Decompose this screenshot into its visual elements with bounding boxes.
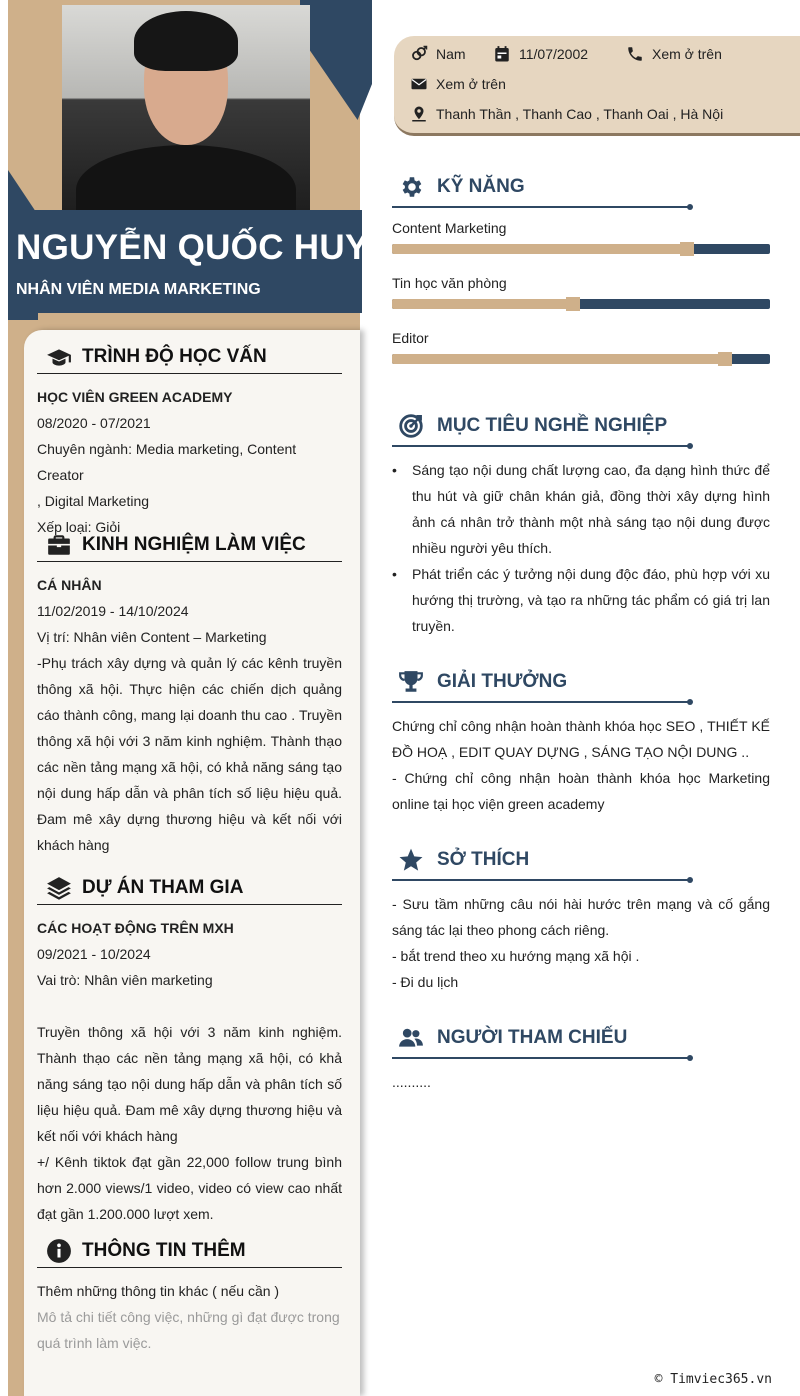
hobby-line-1: - Sưu tầm những câu nói hài hước trên mạng và cố gắng sáng tác lại theo phong cách riêng. xyxy=(392,896,770,938)
section-divider xyxy=(392,206,690,208)
education-header xyxy=(37,340,342,374)
awards-title: GIẢI THƯỞNG xyxy=(437,671,568,692)
references-section xyxy=(392,1021,770,1095)
candidate-name: NGUYỄN QUỐC HUY xyxy=(16,228,369,267)
extra-info-section xyxy=(37,1234,342,1356)
dob-value: 11/07/2002 xyxy=(519,46,589,62)
project-period: 09/2021 - 10/2024 xyxy=(37,946,151,962)
references-title: NGƯỜI THAM CHIẾU xyxy=(437,1027,628,1048)
section-divider xyxy=(392,445,690,447)
list-item: • Sáng tạo nội dung chất lượng cao, đa dạng hình thức để thu hút và giữ chân khán giả, đồng thời xây dựng hình ảnh cá nhân trở thành một nhà sáng tạo nội dung được nhiều người yêu thích. xyxy=(392,457,770,561)
dob-item xyxy=(493,45,588,63)
hobby-line-2: - bắt trend theo xu hướng mạng xã hội . xyxy=(392,948,640,964)
star-icon xyxy=(398,847,424,873)
skills-header xyxy=(392,170,770,204)
extra-info-title: THÔNG TIN THÊM xyxy=(82,1239,246,1261)
skill-item xyxy=(392,275,770,318)
awards-section xyxy=(392,665,770,817)
experience-title: KINH NGHIỆM LÀM VIỆC xyxy=(82,533,306,555)
users-icon xyxy=(398,1025,424,1051)
objective-item-2: Phát triển các ý tưởng nội dung độc đáo, phù hợp với xu hướng thị trường, và tạo ra những tác phẩm có giá trị lan truyền. xyxy=(412,566,770,634)
section-divider xyxy=(392,1057,690,1059)
project-name: CÁC HOẠT ĐỘNG TRÊN MXH xyxy=(37,920,234,936)
skill-name: Editor xyxy=(392,330,429,346)
skill-level-fill xyxy=(392,244,687,254)
extra-info-line2: Mô tả chi tiết công việc, những gì đạt được trong quá trình làm việc. xyxy=(37,1309,340,1351)
address-value: Thanh Thần , Thanh Cao , Thanh Oai , Hà Nội xyxy=(436,106,724,122)
watermark: © Timviec365.vn xyxy=(654,1372,772,1387)
education-period: 08/2020 - 07/2021 xyxy=(37,415,151,431)
skill-item xyxy=(392,330,770,373)
hobbies-title: SỞ THÍCH xyxy=(437,849,530,870)
experience-header xyxy=(37,528,342,562)
references-header xyxy=(392,1021,770,1055)
email-item xyxy=(410,75,506,93)
skill-level-bar xyxy=(392,244,770,254)
references-content: .......... xyxy=(392,1074,431,1090)
skill-level-fill xyxy=(392,299,573,309)
phone-item xyxy=(626,45,722,63)
trophy-icon xyxy=(398,669,424,695)
objective-item-1: Sáng tạo nội dung chất lượng cao, đa dạng hình thức để thu hút và giữ chân khán giả, đồng thời xây dựng hình ảnh cá nhân trở thành một nhà sáng tạo nội dung được nhiều người yêu thích. xyxy=(412,462,770,556)
project-description: Truyền thông xã hội với 3 năm kinh nghiệm. Thành thạo các nền tảng mạng xã hội, có khả năng sáng tạo nội dung hấp dẫn và phân tích số liệu hiệu quả. Đam mê xây dựng thương hiệu và kết nối với khách hàng xyxy=(37,1024,342,1144)
avatar xyxy=(62,5,310,211)
skill-level-fill xyxy=(392,354,725,364)
skill-level-bar xyxy=(392,354,770,364)
hobbies-header xyxy=(392,843,770,877)
school-name: HỌC VIÊN GREEN ACADEMY xyxy=(37,389,233,405)
address-item xyxy=(410,105,723,123)
envelope-icon xyxy=(410,75,428,93)
education-grade: Xếp loại: Giỏi xyxy=(37,519,121,535)
gear-icon xyxy=(398,174,424,200)
calendar-icon xyxy=(493,45,511,63)
graduation-cap-icon xyxy=(46,344,72,370)
project-role: Vai trò: Nhân viên marketing xyxy=(37,972,213,988)
layers-icon xyxy=(46,875,72,901)
skill-level-marker xyxy=(566,297,580,311)
education-title: TRÌNH ĐỘ HỌC VẤN xyxy=(82,345,267,367)
experience-section xyxy=(37,528,342,858)
projects-title: DỰ ÁN THAM GIA xyxy=(82,876,244,898)
info-circle-icon xyxy=(46,1238,72,1264)
extra-info-header xyxy=(37,1234,342,1268)
education-major: Chuyên ngành: Media marketing, Content Creator xyxy=(37,441,297,483)
gender-value: Nam xyxy=(436,46,466,62)
award-line-2: - Chứng chỉ công nhận hoàn thành khóa học Marketing online tại học viện green academy xyxy=(392,770,770,812)
experience-position: Vị trí: Nhân viên Content – Marketing xyxy=(37,629,267,645)
skills-section xyxy=(392,170,770,373)
experience-period: 11/02/2019 - 14/10/2024 xyxy=(37,603,189,619)
job-title: NHÂN VIÊN MEDIA MARKETING xyxy=(16,281,261,298)
skill-level-bar xyxy=(392,299,770,309)
list-item: • Phát triển các ý tưởng nội dung độc đáo, phù hợp với xu hướng thị trường, và tạo ra những tác phẩm có giá trị lan truyền. xyxy=(392,561,770,639)
gender-item xyxy=(410,45,466,63)
gender-icon xyxy=(410,45,428,63)
phone-icon xyxy=(626,45,644,63)
education-major-cont: , Digital Marketing xyxy=(37,493,150,509)
email-value: Xem ở trên xyxy=(436,76,506,92)
extra-info-line1: Thêm những thông tin khác ( nếu cần ) xyxy=(37,1283,280,1299)
target-icon xyxy=(398,413,424,439)
spacer xyxy=(37,993,342,1019)
project-stats: +/ Kênh tiktok đạt gần 22,000 follow trung bình hơn 2.000 views/1 video, video có view cao nhất đạt gần 1.200.000 lượt xem. xyxy=(37,1154,342,1222)
objective-header xyxy=(392,409,770,443)
experience-description: -Phụ trách xây dựng và quản lý các kênh truyền thông xã hội. Thực hiện các chiến dịch quảng cáo thành công, mang lại doanh thu cao . Truyền thông xã hội với 3 năm kinh nghiệm. Thành thạo các nền tảng mạng xã hội, có khả năng sáng tạo nội dung hấp dẫn và phân tích số liệu hiệu quả. Đam mê xây dựng thương hiệu và kết nối với khách hàng xyxy=(37,655,342,853)
section-divider xyxy=(392,879,690,881)
skill-name: Tin học văn phòng xyxy=(392,275,507,291)
company-name: CÁ NHÂN xyxy=(37,577,102,593)
projects-section xyxy=(37,871,342,1227)
section-divider xyxy=(392,701,690,703)
hobby-line-3: - Đi du lịch xyxy=(392,974,459,990)
briefcase-icon xyxy=(46,532,72,558)
phone-value: Xem ở trên xyxy=(652,46,722,62)
skill-level-marker xyxy=(718,352,732,366)
skill-name: Content Marketing xyxy=(392,220,507,236)
skills-title: KỸ NĂNG xyxy=(437,176,525,197)
skill-level-marker xyxy=(680,242,694,256)
map-pin-icon xyxy=(410,105,428,123)
award-line-1: Chứng chỉ công nhận hoàn thành khóa học SEO , THIẾT KẾ ĐỒ HOẠ , EDIT QUAY DỰNG , SÁNG TẠO NỘI DUNG .. xyxy=(392,718,770,760)
objective-section xyxy=(392,409,770,639)
skill-item xyxy=(392,220,770,263)
education-section xyxy=(37,340,342,540)
hobbies-section xyxy=(392,843,770,995)
objective-title: MỤC TIÊU NGHỀ NGHIỆP xyxy=(437,415,668,436)
awards-header xyxy=(392,665,770,699)
projects-header xyxy=(37,871,342,905)
